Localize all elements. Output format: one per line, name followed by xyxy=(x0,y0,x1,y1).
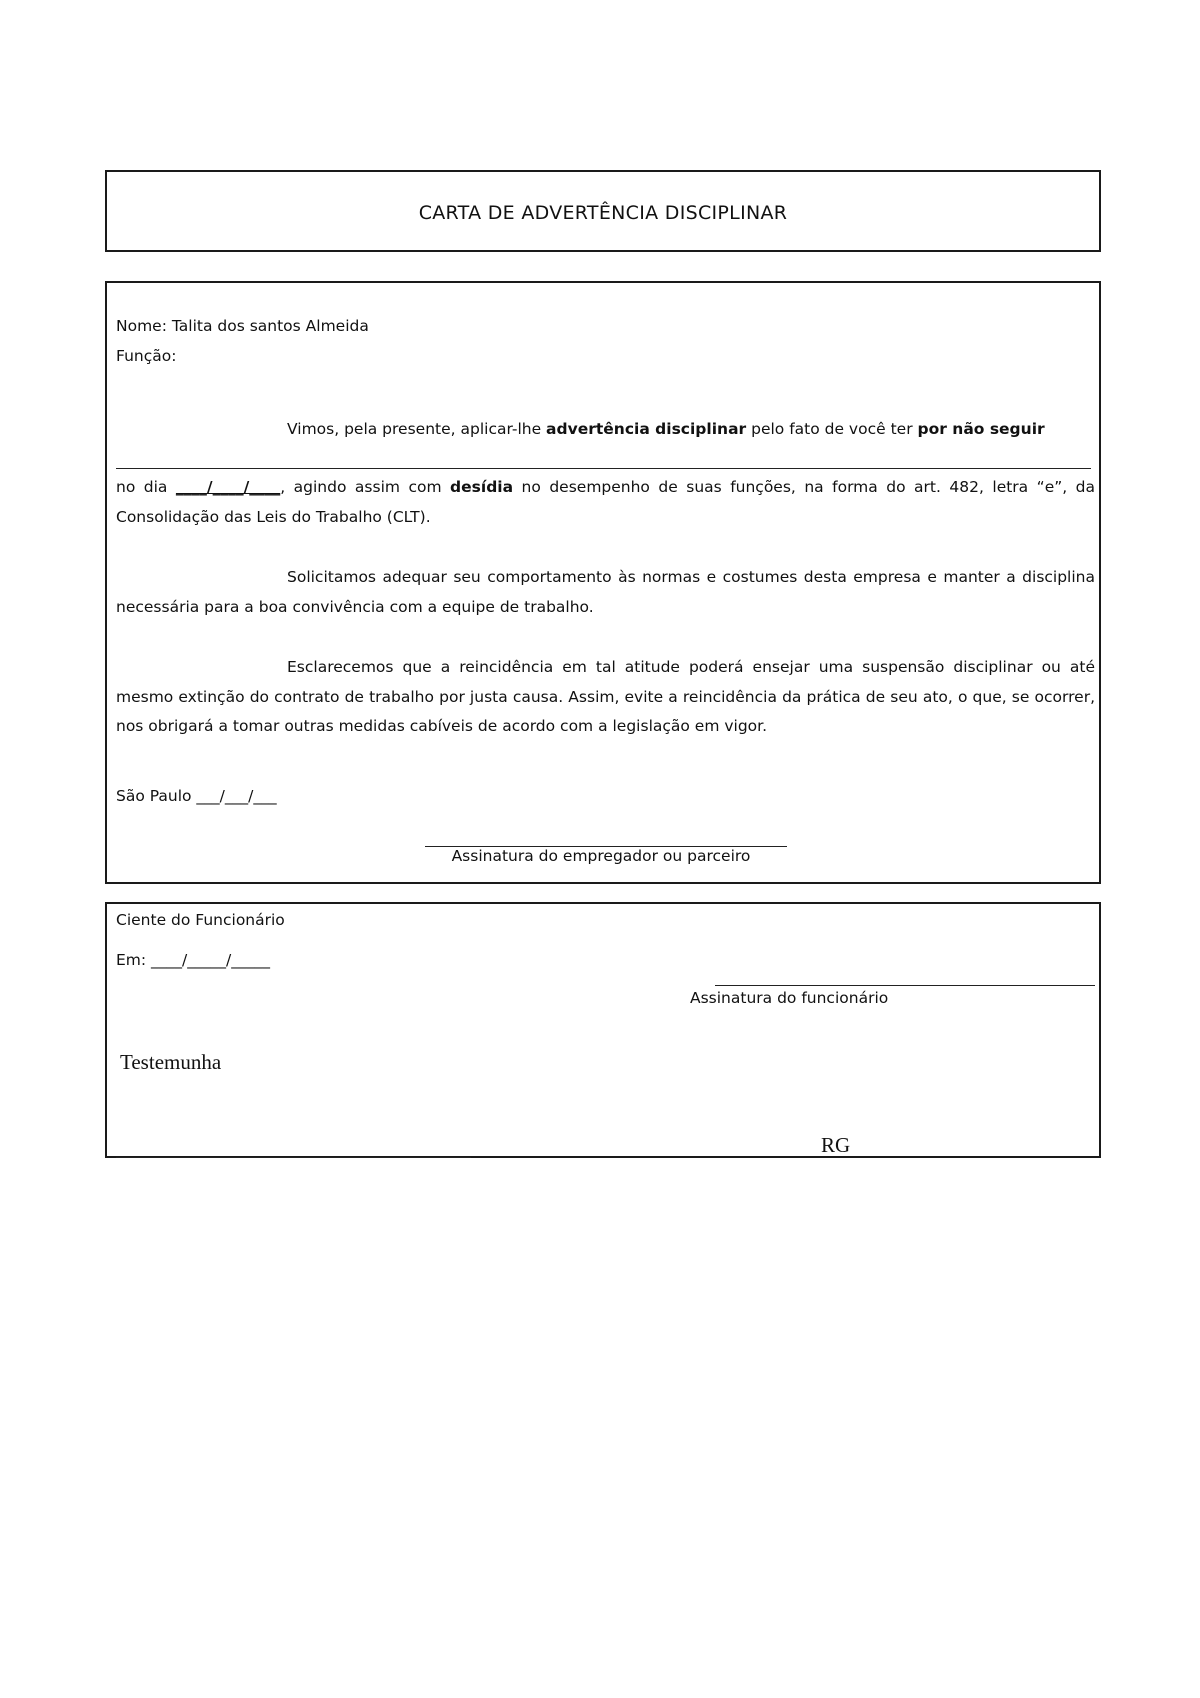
paragraph-1-continuation xyxy=(116,473,1095,532)
paragraph-3: Esclarecemos que a reincidência em tal atitude poderá ensejar uma suspensão disciplinar ou até mesmo extinção do contrato de trabalho por justa causa. Assim, evite a reincidência da prática de seu ato, o que, se ocorrer, nos obrigará a tomar outras medidas cabíveis de acordo com a legislação em vigor. xyxy=(116,658,1095,735)
employee-role: Função: xyxy=(116,347,177,365)
acknowledgement-box xyxy=(105,902,1101,1158)
reason-fill-line xyxy=(116,468,1091,469)
witness-label: Testemunha xyxy=(120,1050,222,1074)
ack-title: Ciente do Funcionário xyxy=(116,911,285,929)
employer-signature-label: Assinatura do empregador ou parceiro xyxy=(451,847,751,865)
p1-bold-reason: por não seguir xyxy=(917,420,1045,438)
p1b-prefix: no dia xyxy=(116,478,176,496)
title-box xyxy=(105,170,1101,252)
paragraph-1-line-1 xyxy=(287,419,1045,439)
p1b-bold-desidia: desídia xyxy=(450,478,514,496)
p1b-mid: , agindo assim com xyxy=(280,478,451,496)
p1b-date-blank: ____/____/____ xyxy=(175,478,281,496)
p1-mid: pelo fato de você ter xyxy=(746,420,918,438)
document-title: CARTA DE ADVERTÊNCIA DISCIPLINAR xyxy=(418,202,788,224)
employee-name: Nome: Talita dos santos Almeida xyxy=(116,317,369,335)
rg-label: RG xyxy=(821,1133,851,1157)
employee-signature-line xyxy=(715,985,1095,986)
p1-bold-warning: advertência disciplinar xyxy=(546,420,747,438)
p1-intro: Vimos, pela presente, aplicar-lhe xyxy=(287,420,547,438)
place-date: São Paulo ___/___/___ xyxy=(116,787,277,805)
witness-signature-line xyxy=(116,1157,471,1158)
ack-date: Em: ____/_____/_____ xyxy=(116,951,270,969)
employee-signature-label: Assinatura do funcionário xyxy=(690,989,889,1007)
paragraph-2: Solicitamos adequar seu comportamento às normas e costumes desta empresa e manter a disciplina necessária para a boa convivência com a equipe de trabalho. xyxy=(116,568,1095,616)
letter-body-box xyxy=(105,281,1101,884)
employer-signature-label-wrap xyxy=(107,846,1099,866)
p1b-rest: no desempenho de suas funções, na forma do art. 482, letra “e”, da Consolidação das Leis do Trabalho (CLT). xyxy=(116,478,1096,526)
